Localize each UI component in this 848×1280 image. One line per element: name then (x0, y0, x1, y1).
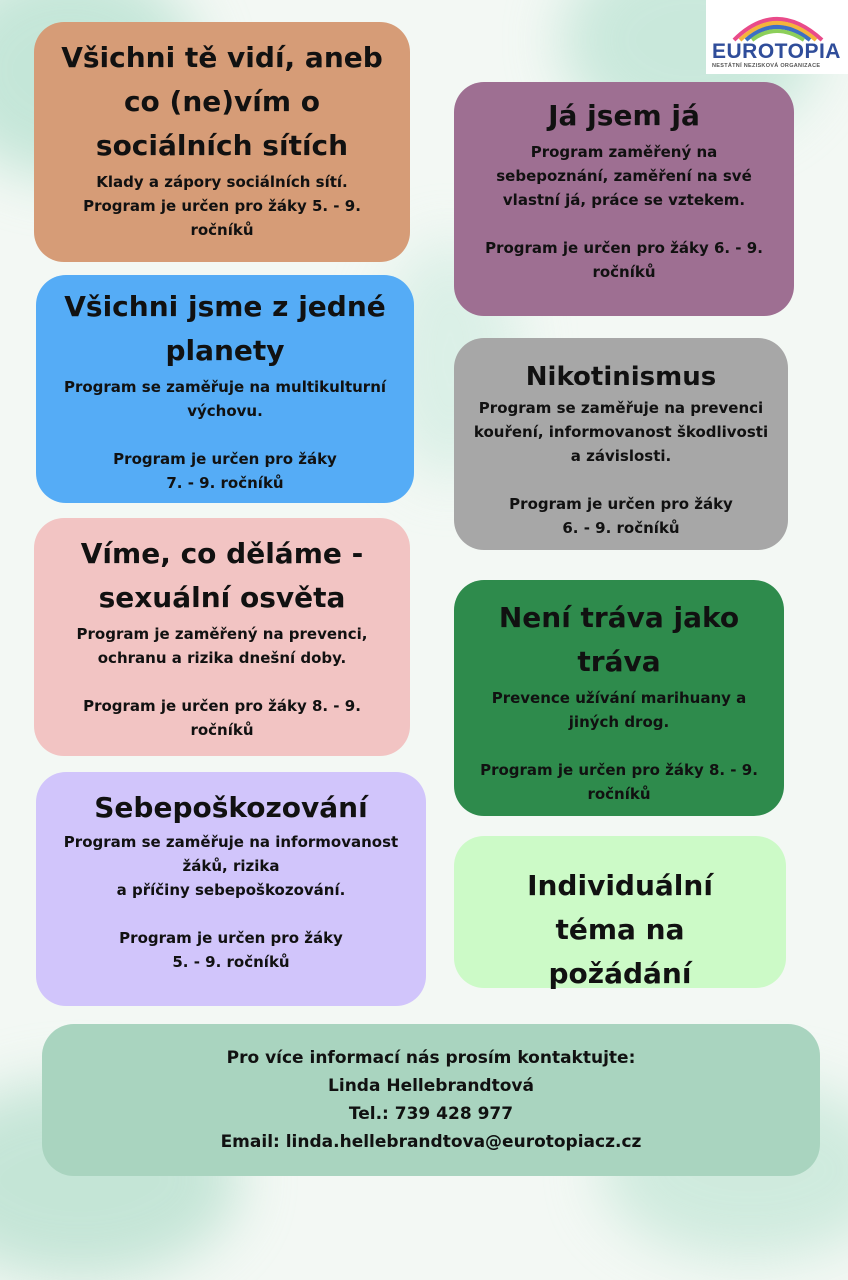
card-title: Víme, co děláme - sexuální osvěta (80, 537, 364, 614)
card-body: Program je zaměřený na prevenci, ochranu a rizika dnešní doby. Program je určen pro žáky 8. - 9. ročníků (76, 625, 368, 739)
card-title: Individuální téma na požádání (527, 869, 713, 990)
contact-name: Linda Hellebrandtová (328, 1076, 534, 1096)
card-body: Program se zaměřuje na informovanost žáků, rizika a příčiny sebepoškozování. Program je určen pro žáky 5. - 9. ročníků (63, 833, 399, 971)
card-body: Program se zaměřuje na prevenci kouření, informovanost škodlivosti a závislosti. Program je určen pro žáky 6. - 9. ročníků (473, 399, 769, 537)
card-body: Prevence užívání marihuany a jiných drog. Program je určen pro žáky 8. - 9. ročníků (480, 689, 758, 803)
card-title: Já jsem já (548, 99, 700, 132)
card-title: Všichni jsme z jedné planety (64, 290, 386, 367)
program-card-individual-topic (454, 836, 786, 988)
program-card-social-networks (34, 22, 410, 262)
card-title: Není tráva jako tráva (498, 601, 740, 678)
program-card-nicotinism (454, 338, 788, 550)
logo-subtitle: NESTÁTNÍ NEZISKOVÁ ORGANIZACE (712, 63, 821, 69)
contact-intro: Pro více informací nás prosím kontaktujte: (226, 1048, 636, 1068)
eurotopia-logo (706, 0, 848, 74)
program-card-sexual-education (34, 518, 410, 756)
program-card-self-harm (36, 772, 426, 1006)
rainbow-arc-icon (706, 0, 848, 44)
contact-phone: Tel.: 739 428 977 (348, 1104, 514, 1124)
card-body: Klady a zápory sociálních sítí. Program je určen pro žáky 5. - 9. ročníků (83, 173, 361, 239)
card-title: Nikotinismus (525, 362, 717, 392)
program-card-grass (454, 580, 784, 816)
card-title: Všichni tě vidí, aneb co (ne)vím o sociálních sítích (61, 41, 383, 162)
card-body: Program zaměřený na sebepoznání, zaměření na své vlastní já, práce se vztekem. Program je určen pro žáky 6. - 9. ročníků (485, 143, 763, 281)
card-body: Program se zaměřuje na multikulturní výchovu. Program je určen pro žáky 7. - 9. ročníků (63, 378, 387, 492)
program-card-one-planet (36, 275, 414, 503)
program-card-ja-jsem-ja (454, 82, 794, 316)
logo-wordmark: EUROTOPIA (712, 40, 841, 63)
card-title: Sebepoškozování (94, 791, 368, 824)
contact-box (42, 1024, 820, 1176)
contact-email: Email: linda.hellebrandtova@eurotopiacz.cz (220, 1132, 642, 1152)
